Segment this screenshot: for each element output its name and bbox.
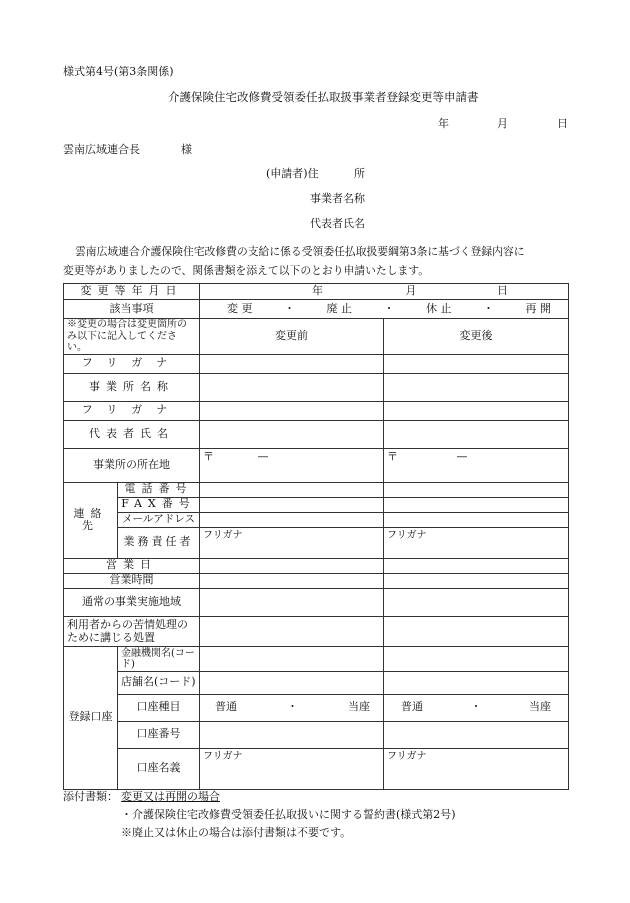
fax-after[interactable]: [384, 497, 569, 512]
furigana-after-1[interactable]: [384, 354, 569, 373]
holder-furigana-before: フリガナ: [203, 750, 243, 762]
attachment-label: 添付書類：: [63, 790, 118, 803]
document-title: 介護保険住宅改修費受領委任払取扱事業者登録変更等申請書: [168, 90, 479, 104]
complaint-before[interactable]: [200, 616, 384, 646]
office-name-before[interactable]: [200, 373, 384, 401]
complaint-label: 利用者からの苦情処理のために講じる処置: [64, 616, 200, 646]
furigana-label-1: フリガナ: [64, 354, 200, 373]
postal-mark-before: 〒: [203, 449, 214, 463]
change-application-table: [63, 283, 569, 790]
account-type-before[interactable]: [200, 694, 384, 721]
account-no-after[interactable]: [384, 721, 569, 748]
postal-mark-after: 〒: [387, 449, 398, 463]
business-hours-before[interactable]: [200, 573, 384, 588]
email-before[interactable]: [200, 512, 384, 527]
change-note: ※変更の場合は変更箇所のみ以下に記入してください。: [64, 319, 200, 355]
fax-label: FAX番号: [118, 497, 200, 512]
applicant-address-suffix: 所: [354, 167, 365, 180]
addressee: 雲南広域連合長: [63, 143, 140, 156]
rep-name-after[interactable]: [384, 420, 569, 448]
branch-before[interactable]: [200, 671, 384, 694]
applicant-representative-label: 代表者氏名: [310, 217, 365, 230]
branch-after[interactable]: [384, 671, 569, 694]
service-area-label: 通常の事業実施地域: [64, 588, 200, 616]
bank-name-before[interactable]: [200, 646, 384, 671]
branch-label: 店舗名(コード): [118, 671, 200, 694]
manager-furigana-before: フリガナ: [203, 529, 243, 541]
date-month: 月: [497, 117, 508, 130]
rep-name-label: 代表者氏名: [64, 420, 200, 448]
office-name-after[interactable]: [384, 373, 569, 401]
service-area-after[interactable]: [384, 588, 569, 616]
option-dot-3: ・: [483, 301, 494, 315]
email-label: メールアドレス: [118, 512, 200, 527]
furigana-before-1[interactable]: [200, 354, 384, 373]
business-hours-label: 営業時間: [64, 573, 200, 588]
contact-label: 連絡先: [64, 482, 118, 558]
after-header: 変更後: [384, 319, 569, 355]
account-holder-before[interactable]: [200, 748, 384, 789]
account-type-label: 口座種目: [118, 694, 200, 721]
fax-before[interactable]: [200, 497, 384, 512]
change-date-month: 月: [405, 284, 417, 298]
manager-after[interactable]: [384, 527, 569, 558]
bank-account-label: 登録口座: [64, 646, 118, 789]
business-days-after[interactable]: [384, 558, 569, 573]
holder-furigana-after: フリガナ: [387, 750, 427, 762]
attachment-note: ※廃止又は休止の場合は添付書類は不要です。: [121, 826, 352, 839]
applicable-options[interactable]: [200, 300, 569, 319]
intro-line-1: 雲南広域連合介護保険住宅改修費の支給に係る受領委任払取扱要綱第3条に基づく登録内容に: [75, 245, 525, 258]
bank-name-label: 金融機関名(コード): [118, 646, 200, 671]
intro-line-2: 変更等がありましたので、関係書類を添えて以下のとおり申請いたします。: [63, 264, 430, 277]
location-after[interactable]: [384, 448, 569, 482]
phone-label: 電話番号: [118, 482, 200, 497]
phone-after[interactable]: [384, 482, 569, 497]
attachment-item: ・介護保険住宅改修費受領委任払取扱いに関する誓約書(様式第2号): [121, 808, 456, 821]
account-holder-after[interactable]: [384, 748, 569, 789]
change-date-field[interactable]: [200, 284, 569, 300]
complaint-after[interactable]: [384, 616, 569, 646]
applicant-address-label: (申請者)住: [266, 167, 319, 180]
account-type-after[interactable]: [384, 694, 569, 721]
before-header: 変更前: [200, 319, 384, 355]
type-dot-after: ・: [470, 700, 482, 714]
type-current-before[interactable]: 当座: [348, 700, 370, 714]
type-ordinary-after[interactable]: 普通: [401, 700, 423, 714]
manager-label: 業務責任者: [118, 527, 200, 558]
service-area-before[interactable]: [200, 588, 384, 616]
manager-before[interactable]: [200, 527, 384, 558]
type-dot-before: ・: [287, 700, 298, 714]
furigana-label-2: フリガナ: [64, 401, 200, 420]
type-ordinary-before[interactable]: 普通: [215, 700, 237, 714]
location-label: 事業所の所在地: [64, 448, 200, 482]
change-date-year: 年: [312, 284, 323, 298]
form-number: 様式第4号(第3条関係): [63, 65, 174, 78]
type-current-after[interactable]: 当座: [529, 700, 551, 714]
email-after[interactable]: [384, 512, 569, 527]
change-date-day: 日: [497, 284, 508, 298]
change-date-label: 変更等年月日: [64, 284, 200, 300]
account-no-before[interactable]: [200, 721, 384, 748]
option-dot-2: ・: [383, 301, 395, 315]
applicable-label: 該当事項: [64, 300, 200, 319]
date-year: 年: [438, 117, 449, 130]
postal-dash-after: —: [456, 449, 468, 463]
date-day: 日: [557, 117, 568, 130]
phone-before[interactable]: [200, 482, 384, 497]
rep-name-before[interactable]: [200, 420, 384, 448]
account-no-label: 口座番号: [118, 721, 200, 748]
option-suspend[interactable]: 休 止: [426, 301, 452, 315]
option-abolish[interactable]: 廃 止: [326, 301, 352, 315]
bank-name-after[interactable]: [384, 646, 569, 671]
option-dot-1: ・: [284, 301, 295, 315]
business-days-label: 営業日: [64, 558, 200, 573]
location-before[interactable]: [200, 448, 384, 482]
manager-furigana-after: フリガナ: [387, 529, 427, 541]
account-holder-label: 口座名義: [118, 748, 200, 789]
business-hours-after[interactable]: [384, 573, 569, 588]
attachment-condition: 変更又は再開の場合: [121, 790, 220, 803]
option-change[interactable]: 変 更: [227, 301, 253, 315]
addressee-sama: 様: [181, 143, 192, 156]
furigana-before-2[interactable]: [200, 401, 384, 420]
business-days-before[interactable]: [200, 558, 384, 573]
postal-dash-before: —: [257, 449, 269, 463]
office-name-label: 事業所名称: [64, 373, 200, 401]
option-resume[interactable]: 再 開: [525, 301, 551, 315]
furigana-after-2[interactable]: [384, 401, 569, 420]
applicant-business-name-label: 事業者名称: [310, 192, 365, 205]
